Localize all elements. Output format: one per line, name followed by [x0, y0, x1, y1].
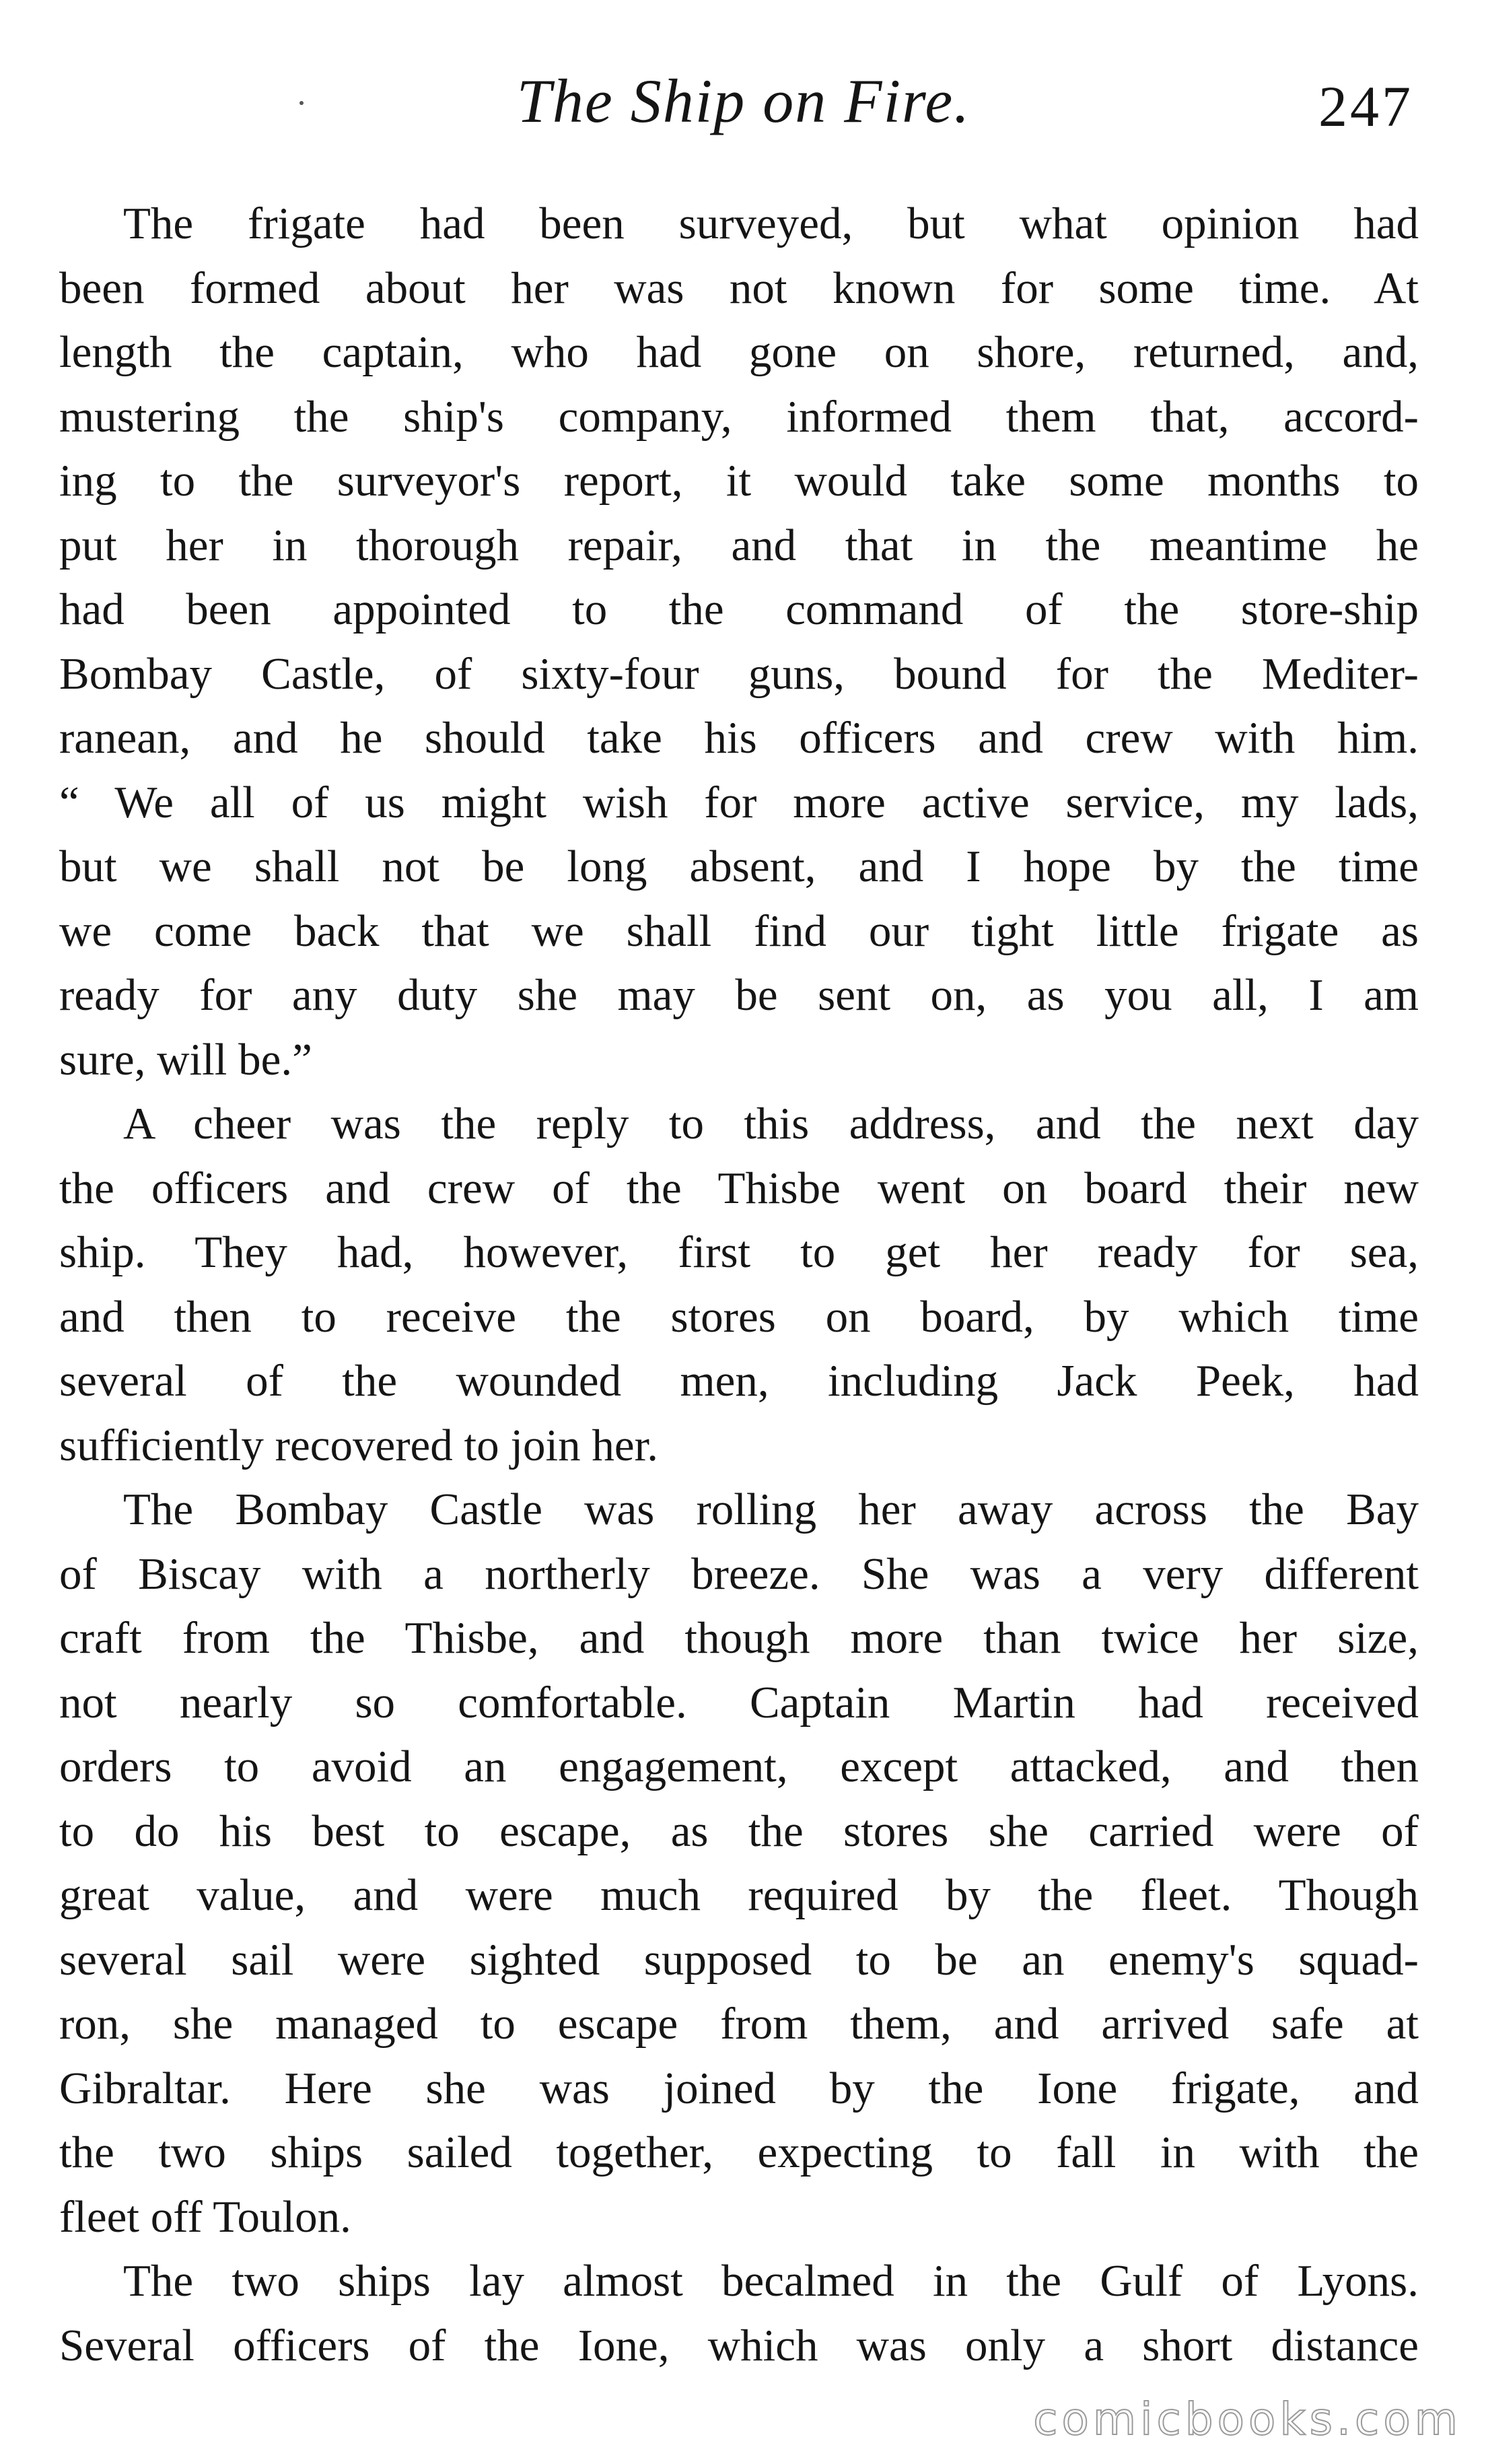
- body-text: [59, 192, 1419, 2378]
- text-line: The Bombay Castle was rolling her away across the Bay: [123, 1484, 1419, 1534]
- text-line: put her in thorough repair, and that in the meantime he: [59, 520, 1419, 570]
- text-line: had been appointed to the command of the store-ship: [59, 584, 1419, 634]
- text-line: several of the wounded men, including Jack Peek, had: [59, 1356, 1419, 1406]
- text-line: ranean, and he should take his officers and crew with him.: [59, 713, 1419, 763]
- text-line: we come back that we shall find our tight little frigate as: [59, 905, 1419, 956]
- text-line: A cheer was the reply to this address, and the next day: [123, 1099, 1419, 1149]
- paragraph-3: [59, 1478, 1419, 2249]
- watermark: comicbooks.com: [1033, 2393, 1462, 2445]
- text-line: but we shall not be long absent, and I hope by the time: [59, 842, 1419, 891]
- text-line: fleet off Toulon.: [59, 2191, 351, 2242]
- text-line: of Biscay with a northerly breeze. She was a very different: [59, 1548, 1419, 1599]
- text-line: great value, and were much required by the fleet. Though: [59, 1870, 1419, 1920]
- text-line: the two ships sailed together, expecting to fall in with the: [59, 2127, 1419, 2177]
- page-header: [67, 61, 1420, 141]
- text-line: been formed about her was not known for some time. At: [59, 263, 1419, 313]
- text-line: ron, she managed to escape from them, and arrived safe at: [59, 1999, 1419, 2049]
- paragraph-1: [59, 192, 1419, 1092]
- text-line: not nearly so comfortable. Captain Martin had received: [59, 1677, 1419, 1727]
- text-line: Several officers of the Ione, which was only a short distance: [59, 2320, 1419, 2370]
- paragraph-2: [59, 1092, 1419, 1478]
- text-line: and then to receive the stores on board, by which time: [59, 1291, 1419, 1342]
- text-line: ing to the surveyor's report, it would take some months to: [59, 456, 1419, 506]
- text-line: ship. They had, however, first to get her ready for sea,: [59, 1227, 1419, 1277]
- running-title: The Ship on Fire.: [516, 67, 971, 135]
- text-line: orders to avoid an engagement, except attacked, and then: [59, 1742, 1419, 1791]
- text-line: sufficiently recovered to join her.: [59, 1420, 658, 1470]
- text-line: ready for any duty she may be sent on, as you all, I am: [59, 970, 1419, 1020]
- text-line: Gibraltar. Here she was joined by the Ione frigate, and: [59, 2063, 1419, 2113]
- text-line: The frigate had been surveyed, but what opinion had: [123, 199, 1419, 248]
- text-line: sure, will be.”: [59, 1034, 312, 1085]
- text-line: several sail were sighted supposed to be an enemy's squad-: [59, 1934, 1419, 1985]
- text-line: “ We all of us might wish for more active service, my lads,: [59, 777, 1419, 827]
- page-number: 247: [1318, 74, 1413, 139]
- text-line: The two ships lay almost becalmed in the Gulf of Lyons.: [123, 2256, 1419, 2306]
- text-line: mustering the ship's company, informed them that, accord-: [59, 391, 1419, 442]
- text-line: craft from the Thisbe, and though more than twice her size,: [59, 1613, 1419, 1663]
- text-line: the officers and crew of the Thisbe went on board their new: [59, 1163, 1419, 1213]
- paragraph-4: [59, 2249, 1419, 2378]
- text-line: to do his best to escape, as the stores she carried were of: [59, 1806, 1419, 1856]
- text-line: Bombay Castle, of sixty-four guns, bound for the Mediter-: [59, 648, 1419, 699]
- text-line: length the captain, who had gone on shore, returned, and,: [59, 327, 1419, 377]
